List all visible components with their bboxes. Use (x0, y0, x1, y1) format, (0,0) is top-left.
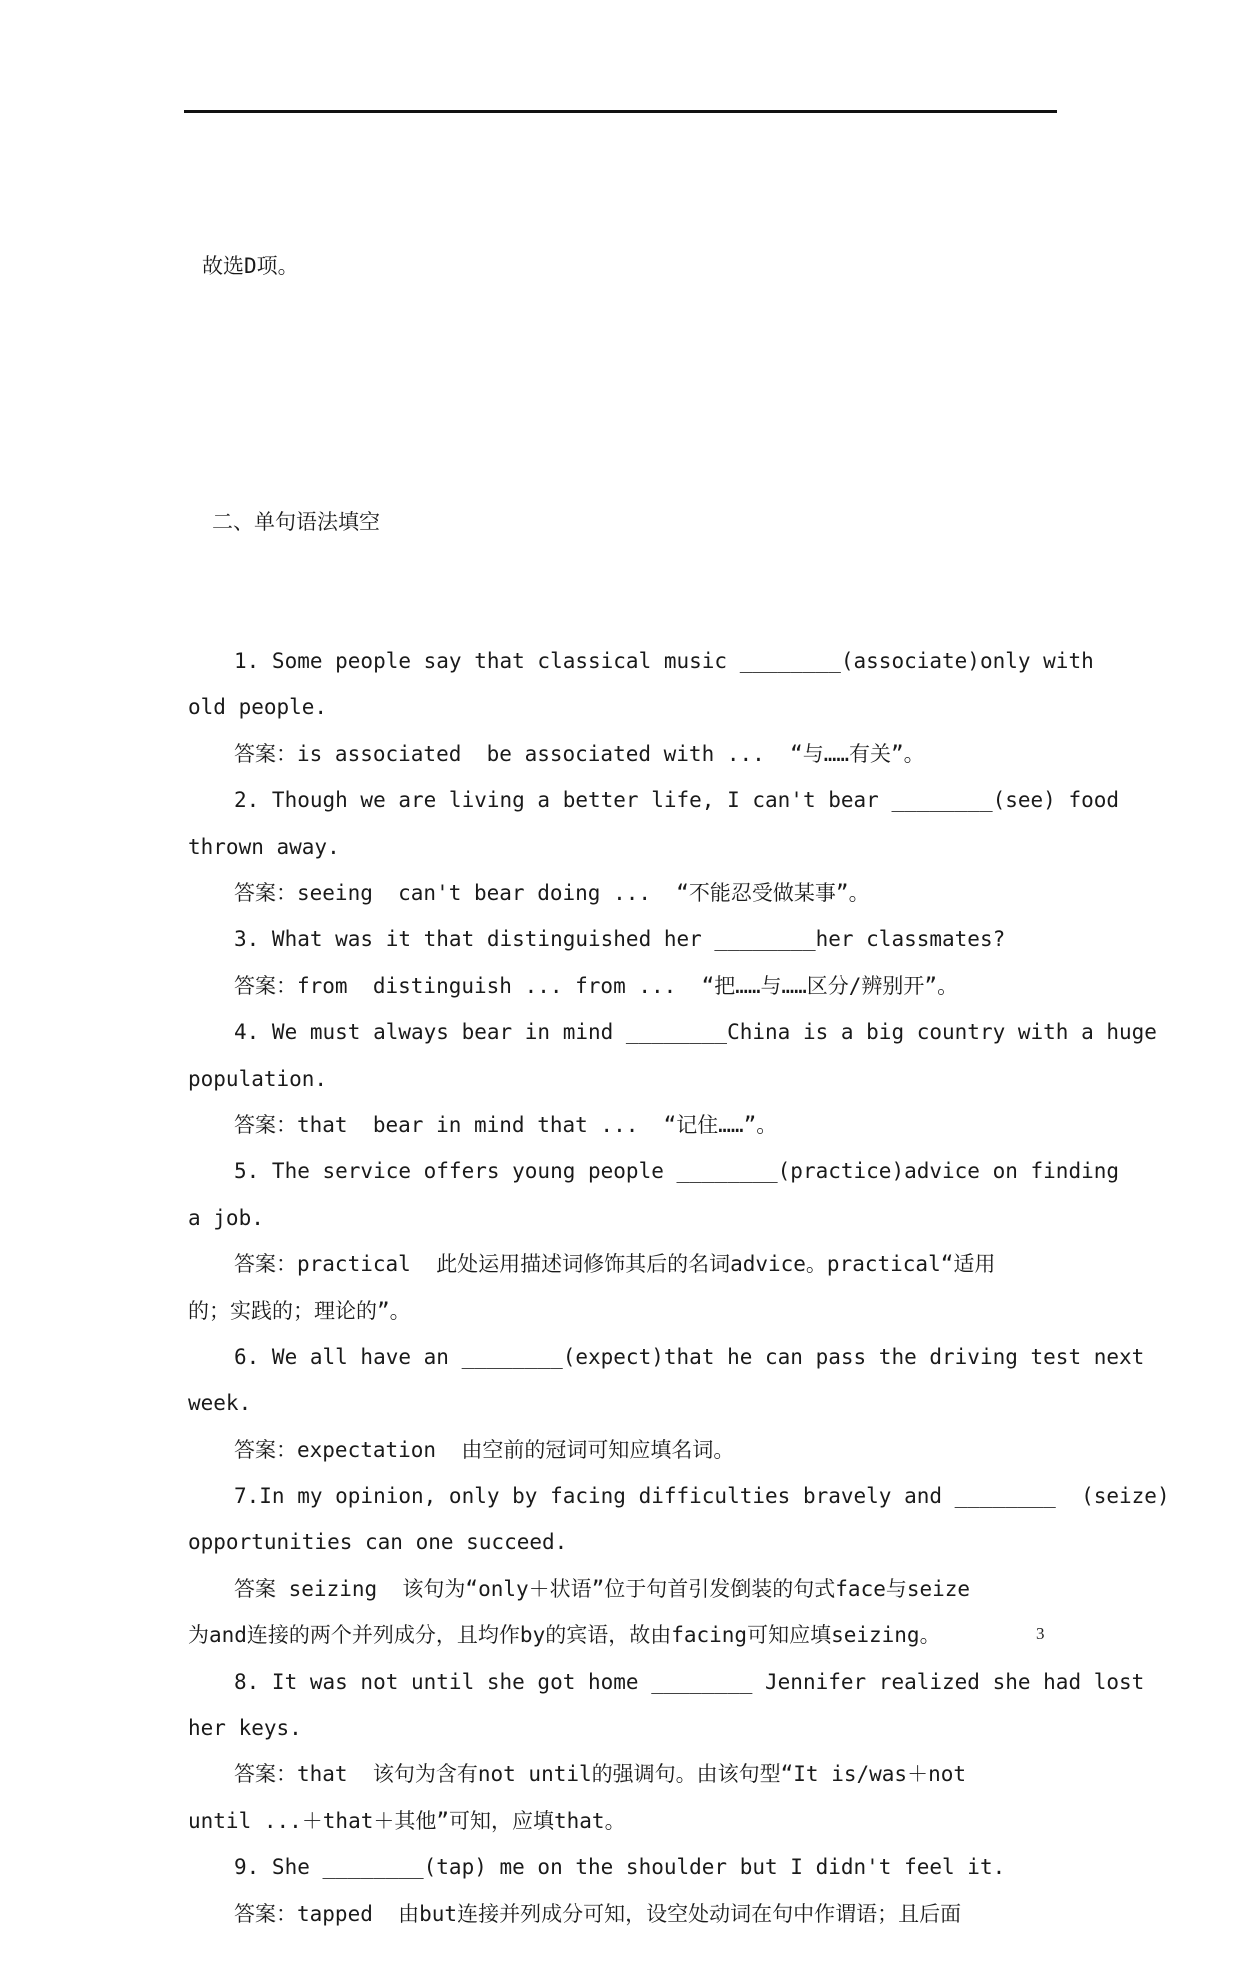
exercise-list (188, 638, 1170, 1937)
document-body (188, 150, 1170, 1983)
question-line: 2. Though we are living a better life, I can't bear ________(see) food (234, 788, 1120, 813)
answer-line: 答案：expectation 由空前的冠词可知应填名词。 (234, 1437, 735, 1462)
answer-line: 的；实践的；理论的”。 (188, 1298, 411, 1323)
page-number: 3 (1036, 1624, 1045, 1643)
question-line: 1. Some people say that classical music ________(associate)only with (234, 649, 1094, 674)
question-line: 9. She ________(tap) me on the shoulder but I didn't feel it. (234, 1855, 1006, 1880)
answer-line: 答案：that 该句为含有not until的强调句。由该句型“It is/was＋not (234, 1762, 967, 1787)
question-line: week. (188, 1391, 252, 1416)
question-line: 5. The service offers young people ________(practice)advice on finding (234, 1159, 1120, 1184)
question-line: population. (188, 1066, 328, 1091)
header-rule (184, 110, 1057, 113)
question-line: 3. What was it that distinguished her ________her classmates? (234, 927, 1006, 952)
question-line: 8. It was not until she got home ________ Jennifer realized she had lost (234, 1669, 1145, 1694)
intro-line: 故选D项。 (202, 253, 299, 278)
question-line: opportunities can one succeed. (188, 1530, 568, 1555)
question-line: a job. (188, 1205, 264, 1230)
answer-line: 答案 seizing 该句为“only＋状语”位于句首引发倒装的句式face与seize (234, 1576, 971, 1601)
answer-line: 答案：seeing can't bear doing ... “不能忍受做某事”。 (234, 880, 870, 905)
question-line: 6. We all have an ________(expect)that he can pass the driving test next (234, 1344, 1145, 1369)
question-line: her keys. (188, 1716, 302, 1741)
question-line: 7.In my opinion, only by facing difficulties bravely and ________ (seize) (234, 1484, 1170, 1509)
answer-line: 答案：tapped 由but连接并列成分可知，设空处动词在句中作谓语；且后面 (234, 1901, 962, 1926)
question-line: 4. We must always bear in mind ________China is a big country with a huge (234, 1020, 1157, 1045)
question-line: thrown away. (188, 834, 340, 859)
answer-line: 答案：is associated be associated with ... “与……有关”。 (234, 741, 925, 766)
answer-line: 答案：that bear in mind that ... “记住……”。 (234, 1112, 778, 1137)
answer-line: 答案：from distinguish ... from ... “把……与……区分/辨别开”。 (234, 973, 959, 998)
answer-line: 为and连接的两个并列成分，且均作by的宾语，故由facing可知应填seizing。 (188, 1623, 941, 1648)
question-line: old people. (188, 695, 328, 720)
answer-line: until ...＋that＋其他”可知，应填that。 (188, 1808, 626, 1833)
section-title: 二、单句语法填空 (212, 509, 380, 534)
answer-line: 答案：practical 此处运用描述词修饰其后的名词advice。practical“适用 (234, 1252, 996, 1277)
